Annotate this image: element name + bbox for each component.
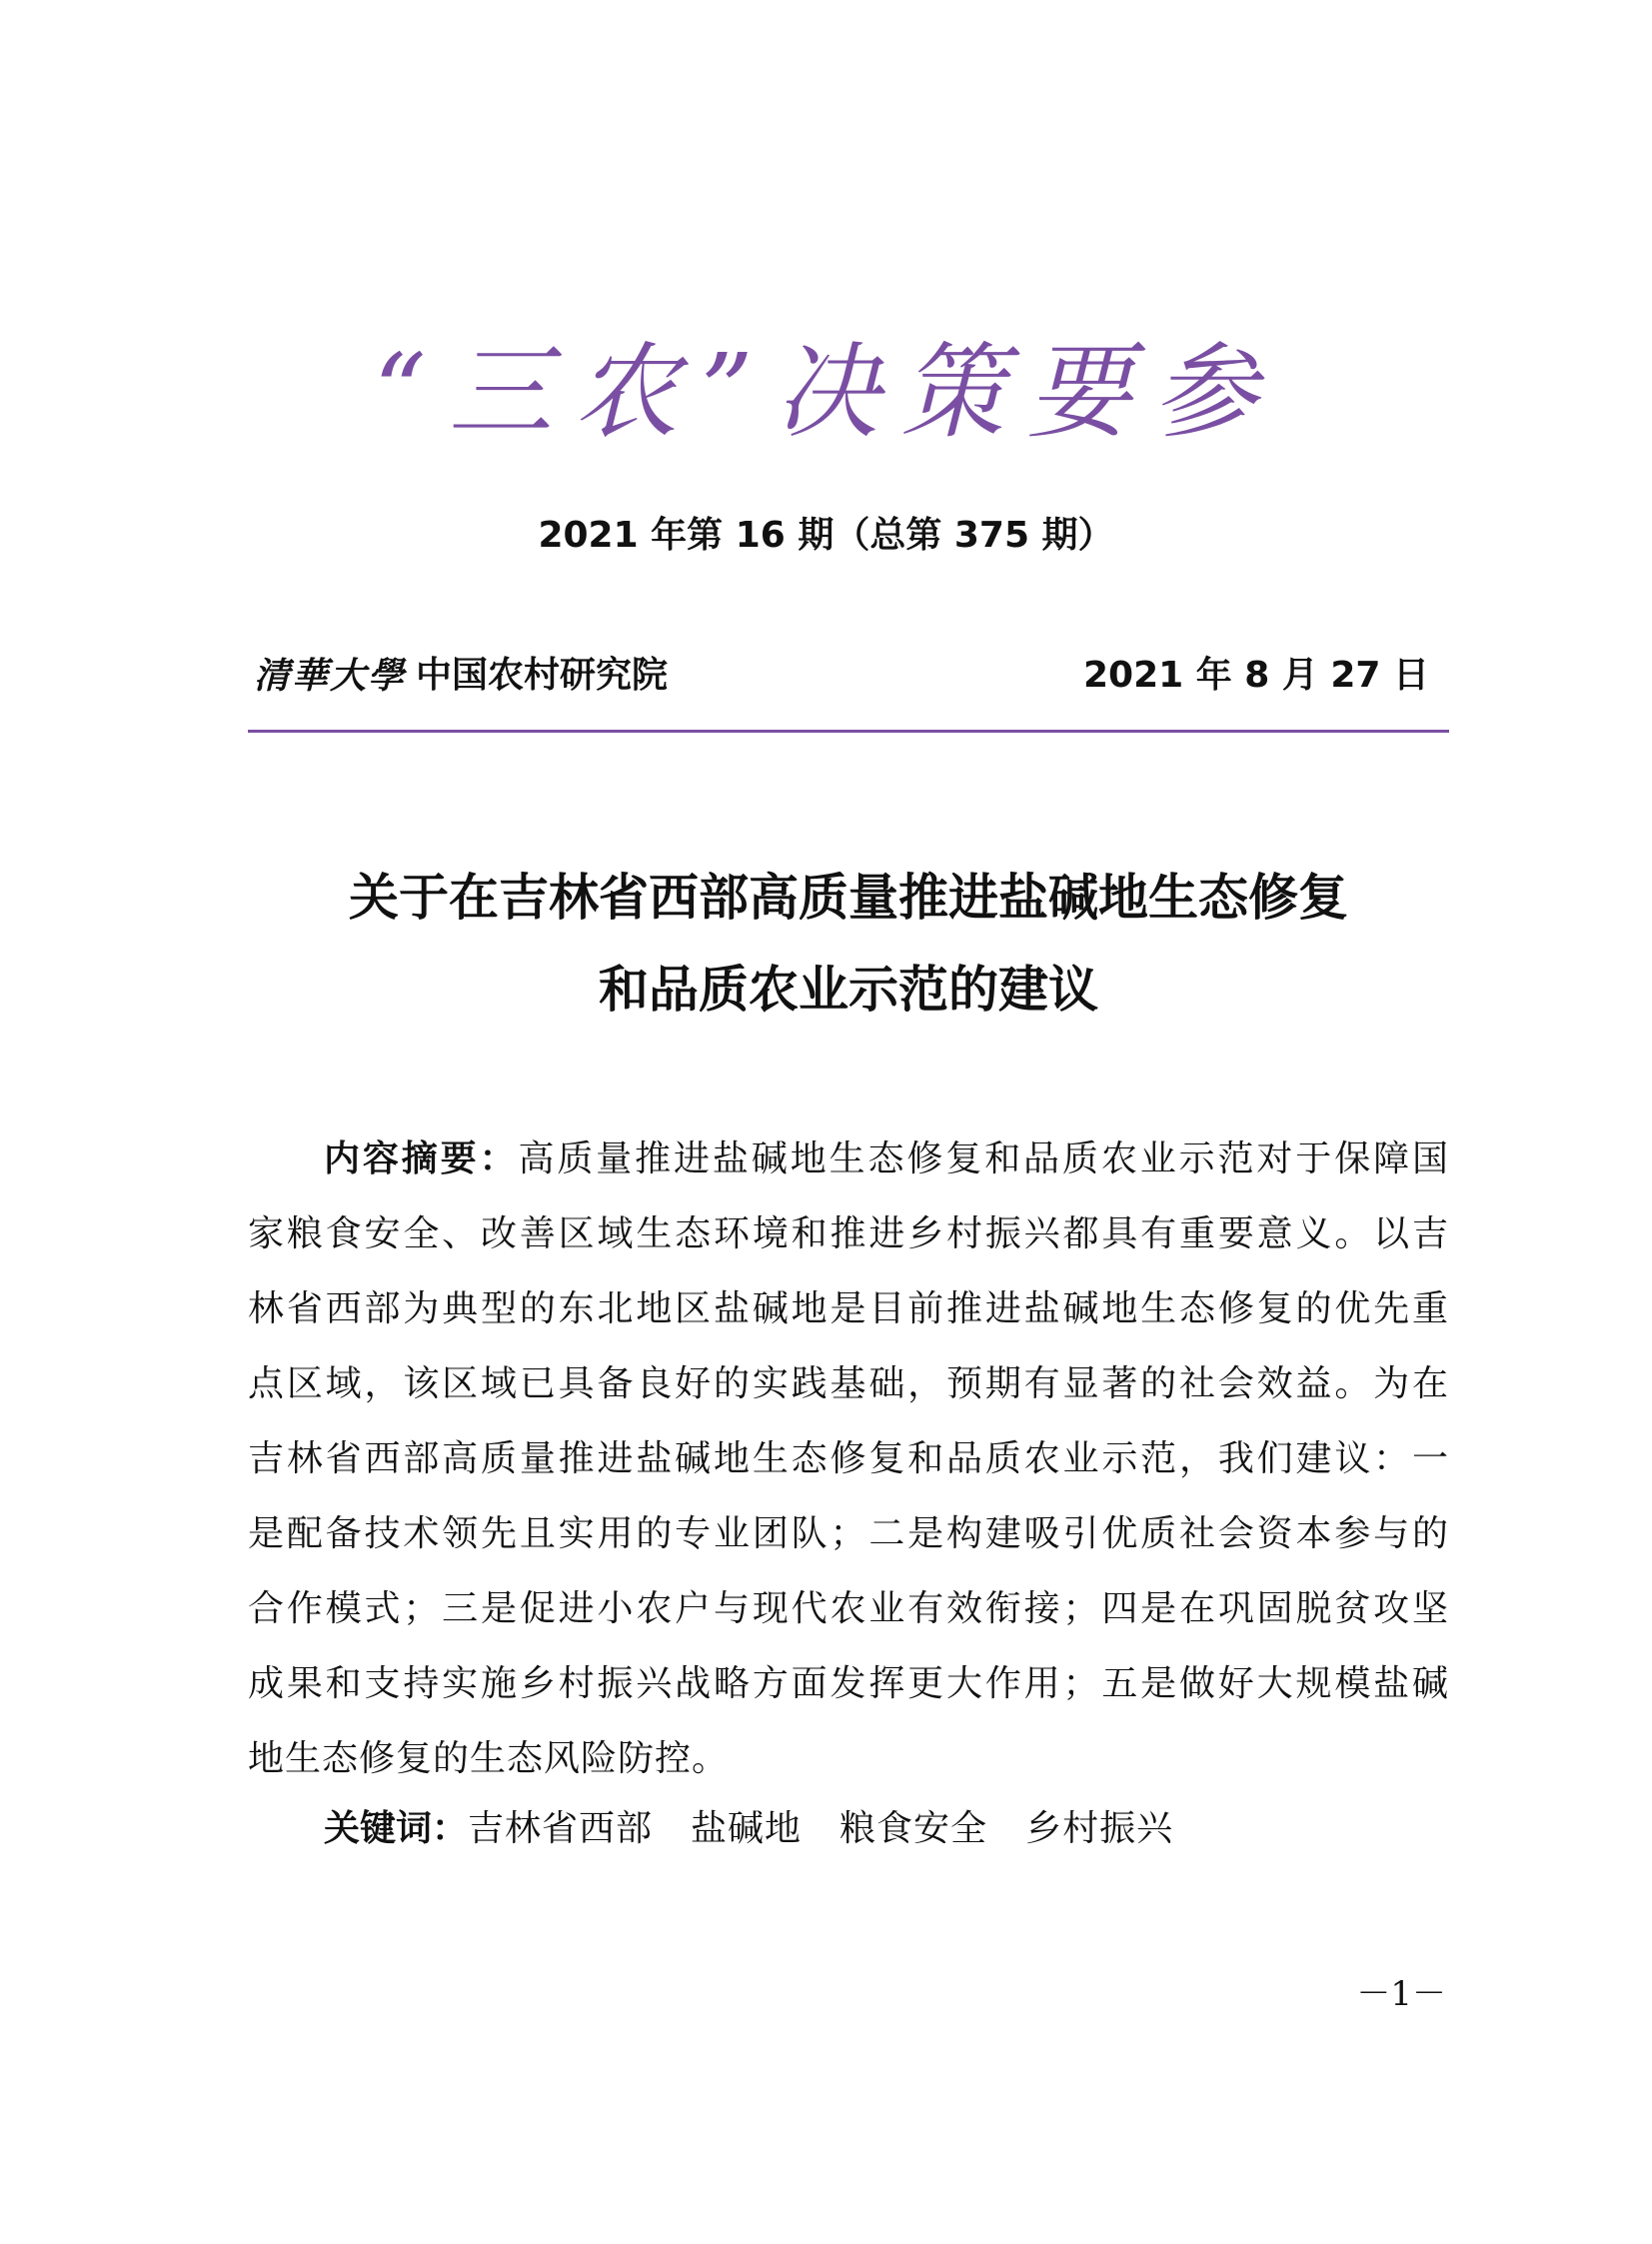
institute-name: 中国农村研究院	[416, 655, 669, 696]
keyword: 乡村振兴	[1025, 1808, 1174, 1849]
keywords	[324, 1791, 1211, 1866]
abstract-line	[248, 1122, 1449, 1196]
keyword: 吉林省西部	[468, 1808, 654, 1849]
abstract-line: 是配备技术领先且实用的专业团队；二是构建吸引优质社会资本参与的	[248, 1513, 1449, 1554]
title-line: 和品质农业示范的建议	[599, 961, 1098, 1019]
keyword: 盐碱地	[691, 1808, 803, 1849]
abstract	[248, 1122, 1449, 1796]
abstract-line: 林省西部为典型的东北地区盐碱地是目前推进盐碱地生态修复的优先重	[248, 1288, 1449, 1329]
page-number: －1－	[1356, 1974, 1446, 2014]
tsinghua-logo: 清華大學	[254, 655, 407, 697]
keywords-label: 关键词：	[324, 1808, 469, 1849]
publish-date: 2021 年 8 月 27 日	[1082, 655, 1429, 696]
publisher-row	[248, 656, 1449, 706]
masthead-title: “三农”决策要参	[373, 331, 1279, 453]
abstract-line: 吉林省西部高质量推进盐碱地生态修复和品质农业示范，我们建议：一	[248, 1438, 1449, 1479]
abstract-line: 成果和支持实施乡村振兴战略方面发挥更大作用；五是做好大规模盐碱	[248, 1663, 1449, 1704]
issue-number: 2021 年第 16 期（总第 375 期）	[538, 515, 1114, 556]
abstract-label: 内容摘要：	[324, 1138, 519, 1179]
abstract-line: 地生态修复的生态风险防控。	[248, 1738, 730, 1779]
abstract-line: 家粮食安全、改善区域生态环境和推进乡村振兴都具有重要意义。以吉	[248, 1213, 1449, 1254]
keyword: 粮食安全	[839, 1808, 988, 1849]
title-line: 关于在吉林省西部高质量推进盐碱地生态修复	[349, 869, 1348, 927]
abstract-line: 点区域，该区域已具备良好的实践基础，预期有显著的社会效益。为在	[248, 1363, 1449, 1404]
header-divider	[248, 730, 1449, 733]
abstract-text: 高质量推进盐碱地生态修复和品质农业示范对于保障国	[518, 1138, 1449, 1179]
article-title	[248, 852, 1449, 1036]
abstract-line: 合作模式；三是促进小农户与现代农业有效衔接；四是在巩固脱贫攻坚	[248, 1588, 1449, 1629]
